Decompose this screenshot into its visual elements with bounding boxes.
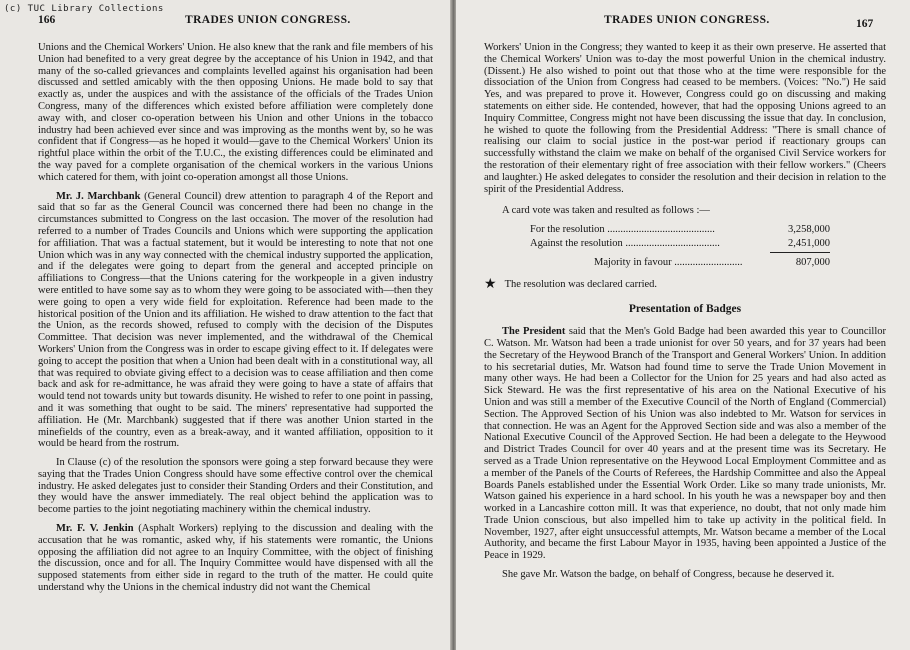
running-head-right: TRADES UNION CONGRESS. xyxy=(604,14,770,26)
running-head-left: TRADES UNION CONGRESS. xyxy=(185,14,351,26)
vote-intro: A card vote was taken and resulted as follows :— xyxy=(502,205,710,217)
paragraph: Mr. F. V. Jenkin (Asphalt Workers) replying to the discussion and dealing with the accusation that he was romantic, asked why, if his statements were romantic, the Unions opposing the affiliation did not agree to an Inquiry Committee, with the object of finishing the discussion, once and for all. The Inquiry Committee would have dispensed with all the supposed statements from either side in regard to the truth of the matter. He could quite understand why the Unions in the chemical industry did not want the Chemical xyxy=(38,523,434,594)
vote-row: For the resolution ......................................... 3,258,000 xyxy=(530,224,830,236)
paragraph: In Clause (c) of the resolution the sponsors were going a step forward because they were saying that the Trades Union Congress should have some effective control over the chemical industry. He asked delegates just to consider their Standing Orders and their Constitution, and they would have the answer immediately. The real object behind the application was to become parties to the joint negotiating machinery within the chemical industry. xyxy=(38,457,433,516)
speaker-name: Mr. F. V. Jenkin xyxy=(56,523,134,535)
vote-row: Against the resolution .................................... 2,451,000 xyxy=(530,237,830,249)
star-icon: ★ xyxy=(484,276,497,292)
carried-line: ★ The resolution was declared carried. xyxy=(484,276,658,292)
section-title: Presentation of Badges xyxy=(628,303,742,316)
right-text-column xyxy=(484,42,886,588)
paragraph: The President said that the Men's Gold Badge had been awarded this year to Councillor C. Watson. Mr. Watson had been a trade unionist for over 50 years, and for 37 years had been the Secretary of the Heywood Branch of the Transport and General Workers' Union. In addition to his secretarial duties, Mr. Watson had found time to serve the Trade Union Movement in many other ways. He had been a Collector for the Union for 25 years and had also acted as Sick Steward. He was the first representative of his area on the National Executive of his Union and was still a member of the Executive Council of the North of England (Commercial) Section. The Approved Section of his Union was also indebted to Mr. Watson for services in that connection. He was an Agent for the Approved Section side and was also a member of the National Executive Council of the Approved Section. He had been a delegate to the Heywood and District Trades Council for over 40 years and at the present time was its Secretary. He served as a Trade Union representative on the Heywood Local Employment Committee and as a member of the Panels of the Courts of Referees, the Hardship Committee and also the Appeal Boards Panels established under the Essential Work Order. Like so many trade unionists, Mr. Watson gained his experience in a hard school. In his youth he was a newspaper boy and then worked in a Lancashire cotton mill. It was that experience, no doubt, that not only made him Trade Union conscious, but also impelled him to take up activity in the political field. In November, 1927, after eight unsuccessful attempts, Mr. Watson became a member of the Local Authority, and became the first Labour Mayor in 1935, having been appointed a Justice of the Peace in 1929. xyxy=(484,326,886,562)
left-text-column xyxy=(38,42,433,601)
watermark: (c) TUC Library Collections xyxy=(4,4,164,14)
speaker-name: Mr. J. Marchbank xyxy=(56,190,141,202)
paragraph: Workers' Union in the Congress; they wanted to keep it as their own preserve. He asserted that the Chemical Workers' Union was to-day the most powerful Union in the chemical industry. (Dissent.) He also wished to point out that those who at the time were responsible for the dissociation of the Union from Congress had ceased to be members. (Voices: "No.") He said Yes, and was prepared to prove it. However, Congress could go on discussing and making statements on either side. He contended, however, that had the opposing Unions agreed to an Inquiry Committee, Congress might not have been discussing the issue that day. In conclusion, he wished to quote the following from the Presidential Address: "There is small chance of realising our claim to social justice in the post-war period if reactionary groups can successfully withstand the claim we make on behalf of the organised Civil Service workers for the restoration of their elementary right of free association with their fellow workers." (Cheers and laughter.) He asked delegates to consider the resolution and their decision in relation to the spirit of the Presidential Address. xyxy=(484,42,886,195)
paragraph: She gave Mr. Watson the badge, on behalf of Congress, because he deserved it. xyxy=(502,569,835,581)
paragraph: Mr. J. Marchbank (General Council) drew attention to paragraph 4 of the Report and said that so far as the General Council was concerned there had been no change in the circumstances submitted to Congress on the last occasion. The mover of the resolution had referred to a number of Trades Councils and Unions which were supporting the application for affiliation. That was a factual statement, but it would be interesting to note that not one Union which was in any way connected with the chemical industry supported the application, and if the delegates were going to depart from the general and accepted principle on affiliations to Congress—that the Unions catering for the workpeople in a given industry were entitled to have some say as to whom they were going to be associated with—then they were going to open a very wide field for exploitation. Reference had been made to the historical position of the Union and its affiliation. He wished to draw attention to the fact that the Union, as the records showed, refused to comply with the decision of the Disputes Committee. That decision was never implemented, and the withdrawal of the Chemical Workers' Union from the Congress was in order to escape giving effect to it. If delegates were going to accept the position that when a Union had been dealt with in a constitutional way, all that was required to obviate giving effect to a decision was to cease affiliation and then come back and ask for re-admittance, he was afraid they were going to have a state of affairs that would tend not towards unity but towards disunity. He wished to refer to one point in passing, and it was something that ought to be said. The miners' representative had supported the affiliation. He (Mr. Marchbank) suggested that if there was another Union started in the minefields of the country, even as a break-away, and it wanted affiliation, opposition to it would be heard from the rostrum. xyxy=(38,190,433,450)
page-number-left: 166 xyxy=(38,14,56,26)
right-page xyxy=(456,0,910,650)
left-page xyxy=(0,0,452,650)
paragraph: Unions and the Chemical Workers' Union. He also knew that the rank and file members of his Union had benefited to a very great degree by the acceptance of his Union in 1942, and that many of the so-called grievances and complaints levelled against his organisation had been discussed and settled amicably with the then opposing Unions. He made bold to say that exactly as, under the auspices and with the assistance of the officials of the Trades Union Congress, many of the differences which existed before affiliation were completely done away with, and closer co-operation between his Union and other Unions in the tobacco industry had been achieved ever since and was improving as the months went by, so he was confident that if Congress—as he hoped it would—gave to the Chemical Workers' Union its rightful place within the orbit of the T.U.C., the existing differences could be eliminated and the way paved for a complete organisation of the chemical workers in the various Unions which catered for them, with joint co-operation amongst all those Unions. xyxy=(38,42,433,183)
page-number-right: 167 xyxy=(856,18,874,30)
speaker-name: The President xyxy=(502,326,566,338)
vote-majority: Majority in favour .......................... 807,000 xyxy=(594,256,830,268)
vote-table xyxy=(484,224,830,268)
vote-divider xyxy=(770,252,830,253)
